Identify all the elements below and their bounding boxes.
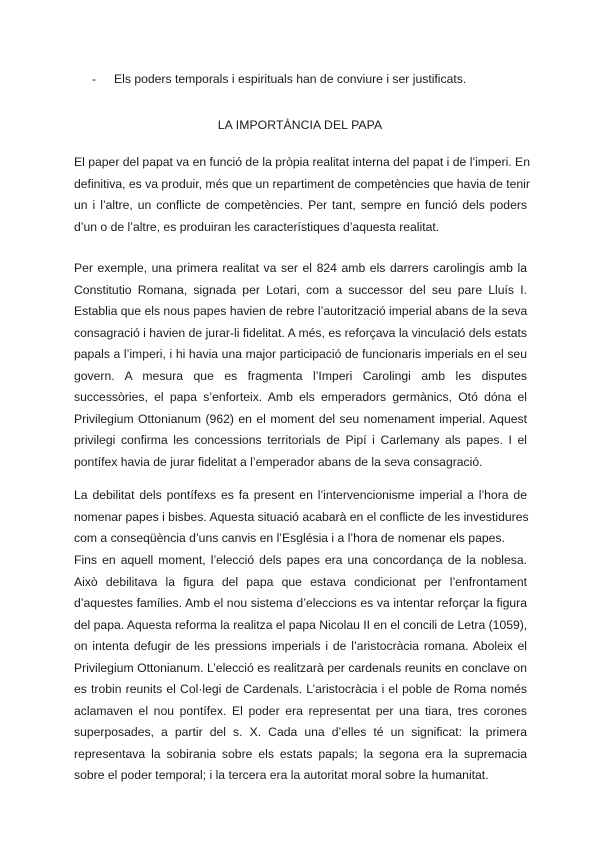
text-line: El paper del papat va en funció de la pròpia realitat interna del papat i de l’imperi. En xyxy=(74,155,530,169)
text-line: Establia que els nous papes havien de rebre l’autorització imperial abans de la seva xyxy=(74,304,528,318)
text-line: privilegi confirma les concessions territorials de Pipí i Carlemany als papes. I el xyxy=(74,433,527,447)
paragraph-2 xyxy=(74,258,527,473)
text-line: La debilitat dels pontífexs es fa present en l’intervencionisme imperial a l’hora de xyxy=(74,488,527,502)
text-line: Privilegium Ottonianum. L’elecció es realitzarà per cardenals reunits en conclave on xyxy=(74,660,527,675)
text-line: papals a l’imperi, i hi havia una major participació de funcionaris imperials en el seu xyxy=(74,347,527,361)
text-line: del papa. Aquesta reforma la realitza el papa Nicolau II en el concili de Letra (1059), xyxy=(74,617,528,632)
text-line: d’aquestes famílies. Amb el nou sistema d’eleccions es va intentar reforçar la figura xyxy=(74,596,527,610)
text-line: com a conseqüència d’uns canvis en l’Església i a l’hora de nomenar els papes. xyxy=(74,531,505,545)
text-line: consagració i havien de jurar-li fidelitat. A més, es reforçava la vinculació dels estats xyxy=(74,325,527,340)
text-line: govern. A mesura que es fragmenta l’Imperi Carolingi amb les disputes xyxy=(74,368,527,383)
text-line: aclamaven el nou pontífex. El poder era representat per una tiara, tres corones xyxy=(74,703,527,718)
text-line: on intenta defugir de les pressions imperials i de l’aristocràcia romana. Aboleix el xyxy=(74,639,527,653)
section-heading: LA IMPORTÀNCIA DEL PAPA xyxy=(217,118,383,132)
text-line: representava la sobirania sobre els estats papals; la segona era la supremacia xyxy=(74,746,527,761)
text-line: un i l’altre, un conflicte de competències. Per tant, sempre en funció dels poders xyxy=(74,198,527,212)
paragraph-1 xyxy=(74,152,530,238)
text-line: successòries, el papa s’enforteix. Amb els emperadors germànics, Otó dóna el xyxy=(74,390,527,404)
text-line: es trobin reunits el Col·legi de Cardenals. L’aristocràcia i el poble de Roma només xyxy=(74,682,527,696)
text-line: Privilegium Ottonianum (962) en el moment del seu nomenament imperial. Aquest xyxy=(74,411,527,426)
text-line: Fins en aquell moment, l’elecció dels papes era una concordança de la noblesa. xyxy=(74,553,527,567)
text-line: pontífex havia de jurar fidelitat a l’emperador abans de la seva consagració. xyxy=(74,454,483,469)
text-line: superposades, a partir del s. X. Cada una d’elles té un significat: la primera xyxy=(74,725,527,739)
text-line: nomenar papes i bisbes. Aquesta situació acabarà en el conflicte de les investidures xyxy=(74,509,529,524)
text-line: d’un o de l’altre, es produiran les característiques d’aquesta realitat. xyxy=(74,219,440,234)
paragraph-3 xyxy=(74,485,527,550)
text-line: Per exemple, una primera realitat va ser el 824 amb els darrers carolingis amb la xyxy=(74,261,527,275)
bullet-text: Els poders temporals i espirituals han de conviure i ser justificats. xyxy=(114,72,467,86)
text-line: Constitutio Romana, signada per Lotari, com a successor del seu pare Lluís I. xyxy=(74,282,527,297)
text-line: Això debilitava la figura del papa que estava condicionat per l’enfrontament xyxy=(74,574,527,589)
text-line: definitiva, es va produir, més que un repartiment de competències que havia de tenir xyxy=(74,176,530,191)
bullet-item xyxy=(92,71,532,88)
paragraph-4 xyxy=(74,550,527,787)
bullet-dash: - xyxy=(92,72,97,86)
text-line: sobre el poder temporal; i la tercera era la autoritat moral sobre la humanitat. xyxy=(74,768,489,782)
